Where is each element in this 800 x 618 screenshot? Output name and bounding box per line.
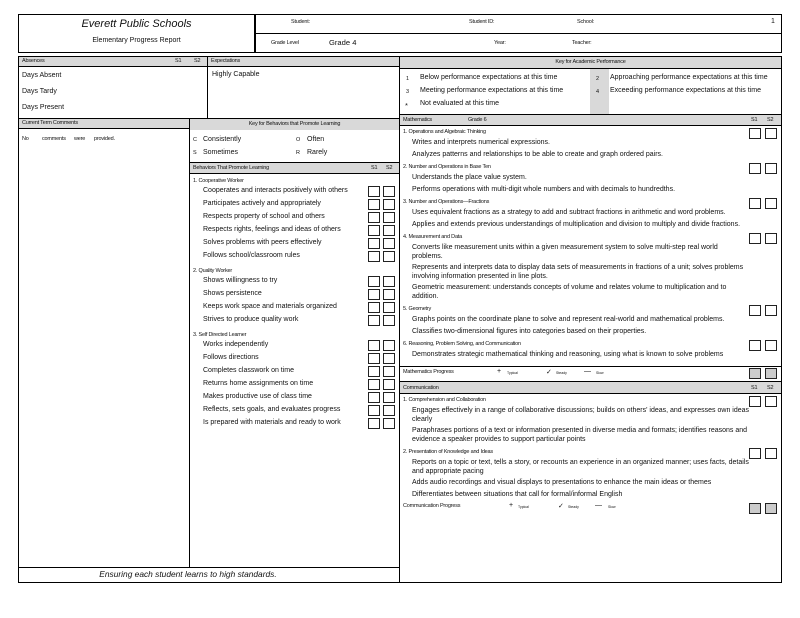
- math-progress-text: Slow: [596, 371, 604, 375]
- behavior-item: Respects property of school and others: [203, 213, 325, 220]
- math-progress-mark: +: [497, 368, 502, 375]
- report-title: Elementary Progress Report: [92, 37, 181, 44]
- comments-word-4: provided.: [94, 136, 115, 142]
- comm-progress-mark: ✓: [558, 503, 564, 510]
- standard-s1-box[interactable]: [749, 198, 761, 209]
- behavior-s1-box[interactable]: [368, 225, 380, 236]
- standard-item: Engages effectively in a range of collaborative discussions; builds on others' ideas, and expresses own ideas clearly: [412, 407, 750, 423]
- behavior-s1-box[interactable]: [368, 418, 380, 429]
- math-progress-s1[interactable]: [749, 368, 761, 379]
- behavior-item: Completes classwork on time: [203, 367, 295, 374]
- standard-item: Applies and extends previous understandings of multiplication and division to multiply and divide fractions.: [412, 220, 741, 228]
- behavior-s1-box[interactable]: [368, 315, 380, 326]
- key-code: R: [296, 150, 300, 156]
- comm-s2: S2: [767, 385, 774, 391]
- standard-group-title: 1. Operations and Algebraic Thinking: [403, 129, 486, 135]
- math-title: Mathematics: [403, 117, 432, 123]
- comm-s1: S1: [751, 385, 758, 391]
- key-academic-code: *: [405, 101, 408, 110]
- standard-item: Reports on a topic or text, tells a story, or recounts an experience in an organized manner; uses facts, details and appropriate pacing: [412, 459, 749, 475]
- key-academic-code: 2: [596, 76, 599, 82]
- standard-group-title: 1. Comprehension and Collaboration: [403, 397, 486, 403]
- behaviors-list: [190, 176, 399, 466]
- days-present-label: Days Present: [22, 104, 65, 111]
- standard-s1-box[interactable]: [749, 340, 761, 351]
- standard-item: Analyzes patterns and relationships to be able to create and graph ordered pairs.: [412, 150, 663, 158]
- standard-item: Adds audio recordings and visual displays to presentations to enhance the main ideas or themes: [412, 479, 712, 486]
- key-academic-text: Exceeding performance expectations at this time: [610, 87, 761, 94]
- behavior-item: Strives to produce quality work: [203, 316, 299, 323]
- capable-header: Expectations: [211, 58, 241, 64]
- behavior-s1-box[interactable]: [368, 186, 380, 197]
- comm-progress-text: Slow: [608, 505, 616, 509]
- key-code: S: [193, 150, 197, 156]
- key-code: O: [296, 137, 301, 143]
- behavior-item: Is prepared with materials and ready to work: [203, 419, 341, 426]
- page-number: 1: [771, 18, 775, 25]
- standard-group-title: 4. Measurement and Data: [403, 234, 462, 240]
- behavior-s1-box[interactable]: [368, 251, 380, 262]
- behavior-group-title: 1. Cooperative Worker: [193, 178, 244, 184]
- behavior-item: Shows willingness to try: [203, 277, 278, 284]
- behavior-s2-box[interactable]: [383, 405, 395, 416]
- behavior-s1-box[interactable]: [368, 212, 380, 223]
- grade-level-label: Grade Level: [271, 40, 299, 46]
- header-school-block: [18, 14, 255, 53]
- standard-group-title: 3. Number and Operations—Fractions: [403, 199, 490, 205]
- behavior-s2-box[interactable]: [383, 186, 395, 197]
- behavior-s2-box[interactable]: [383, 238, 395, 249]
- standard-s2-box[interactable]: [765, 396, 777, 407]
- behavior-item: Solves problems with peers effectively: [203, 239, 322, 246]
- standard-s2-box[interactable]: [765, 128, 777, 139]
- math-progress-text: Steady: [556, 371, 567, 375]
- behaviors-s2: S2: [386, 165, 393, 171]
- behavior-s1-box[interactable]: [368, 340, 380, 351]
- standard-item: Converts like measurement units within a given measurement system to solve multi-step real world problems.: [412, 244, 718, 260]
- comm-progress-mark: +: [509, 502, 514, 509]
- comments-word-3: were: [74, 136, 86, 142]
- comments-word-2: comments: [42, 136, 66, 142]
- standard-item: Geometric measurement: understands concepts of volume and relates volume to multiplication and to addition.: [412, 284, 727, 300]
- comm-progress-mark: —: [595, 502, 602, 509]
- behavior-item: Keeps work space and materials organized: [203, 303, 337, 310]
- student-id-label: Student ID:: [469, 19, 495, 25]
- capable-value: Highly Capable: [212, 71, 260, 78]
- key-academic-text: Not evaluated at this time: [420, 100, 499, 107]
- behavior-group-title: 2. Quality Worker: [193, 268, 232, 274]
- behavior-s2-box[interactable]: [383, 418, 395, 429]
- grade-level-value: Grade 4: [329, 38, 357, 47]
- standard-s2-box[interactable]: [765, 163, 777, 174]
- behavior-s1-box[interactable]: [368, 353, 380, 364]
- behavior-s2-box[interactable]: [383, 340, 395, 351]
- math-s1: S1: [751, 117, 758, 123]
- behavior-s1-box[interactable]: [368, 302, 380, 313]
- communication-list: [400, 396, 782, 500]
- standard-item: Uses equivalent fractions as a strategy to add and subtract fractions in arithmetic and word problems.: [412, 209, 726, 216]
- behavior-s1-box[interactable]: [368, 392, 380, 403]
- key-academic-code: 4: [596, 89, 599, 95]
- standard-group-title: 5. Geometry: [403, 306, 432, 312]
- teacher-label: Teacher:: [572, 40, 592, 46]
- attendance-header: Absences: [22, 58, 45, 64]
- standard-s2-box[interactable]: [765, 340, 777, 351]
- year-label: Year:: [494, 40, 506, 46]
- standard-s1-box[interactable]: [749, 305, 761, 316]
- days-tardy-label: Days Tardy: [22, 88, 57, 95]
- behavior-s2-box[interactable]: [383, 379, 395, 390]
- math-progress-s2[interactable]: [765, 368, 777, 379]
- behavior-s2-box[interactable]: [383, 353, 395, 364]
- behavior-s2-box[interactable]: [383, 276, 395, 287]
- key-text: Consistently: [203, 136, 242, 143]
- standard-item: Writes and interprets numerical expressions.: [412, 139, 550, 146]
- key-academic-code: 3: [406, 89, 409, 95]
- standard-item: Differentiates between situations that call for formal/informal English: [412, 490, 623, 498]
- behavior-item: Cooperates and interacts positively with others: [203, 187, 348, 194]
- attendance-s1: S1: [175, 58, 182, 64]
- behavior-item: Shows persistence: [203, 290, 262, 297]
- behavior-item: Follows directions: [203, 354, 259, 361]
- key-academic-text: Approaching performance expectations at this time: [610, 74, 768, 81]
- standard-s2-box[interactable]: [765, 448, 777, 459]
- math-s2: S2: [767, 117, 774, 123]
- standard-s2-box[interactable]: [765, 233, 777, 244]
- behavior-s2-box[interactable]: [383, 366, 395, 377]
- standard-item: Represents and interprets data to display data sets of measurements in fractions of a unit; solves problems involving information presented in line plots.: [412, 264, 744, 280]
- behavior-s1-box[interactable]: [368, 238, 380, 249]
- key-code: C: [193, 137, 197, 143]
- standard-group-title: 2. Presentation of Knowledge and Ideas: [403, 449, 493, 455]
- behavior-s2-box[interactable]: [383, 392, 395, 403]
- comm-progress-label: Communication Progress: [403, 503, 461, 509]
- comm-progress-text: Steady: [568, 505, 579, 509]
- behavior-s2-box[interactable]: [383, 302, 395, 313]
- standard-group-title: 6. Reasoning, Problem Solving, and Communication: [403, 341, 521, 347]
- behavior-item: Respects rights, feelings and ideas of others: [203, 226, 341, 233]
- header-student-block: [255, 14, 782, 53]
- math-progress-mark: ✓: [546, 369, 552, 376]
- standard-s1-box[interactable]: [749, 128, 761, 139]
- math-progress-label: Mathematics Progress: [403, 369, 454, 375]
- behavior-s1-box[interactable]: [368, 289, 380, 300]
- comm-progress-s2[interactable]: [765, 503, 777, 514]
- behaviors-title: Behaviors That Promote Learning: [193, 165, 269, 171]
- standard-s1-box[interactable]: [749, 448, 761, 459]
- behavior-item: Reflects, sets goals, and evaluates progress: [203, 406, 341, 413]
- behavior-s2-box[interactable]: [383, 251, 395, 262]
- comm-progress-text: Typical: [518, 505, 529, 509]
- key-academic-text: Meeting performance expectations at this time: [420, 87, 564, 94]
- key-academic-code: 1: [406, 76, 409, 82]
- standard-item: Classifies two-dimensional figures into categories based on their properties.: [412, 327, 647, 335]
- standard-item: Paraphrases portions of a text or information presented in diverse media and formats; identifies reasons and evidence a speaker provides to support particular points: [412, 427, 748, 443]
- behavior-s2-box[interactable]: [383, 199, 395, 210]
- student-label: Student:: [291, 19, 310, 25]
- comm-title: Communication: [403, 385, 439, 391]
- standard-group-title: 2. Number and Operations in Base Ten: [403, 164, 491, 170]
- standard-item: Graphs points on the coordinate plane to solve and represent real-world and mathematical problems.: [412, 316, 725, 323]
- footer-motto: Ensuring each student learns to high standards.: [99, 569, 277, 579]
- comments-word-1: No: [22, 136, 29, 142]
- behaviors-s1: S1: [371, 165, 378, 171]
- math-progress-mark: —: [584, 368, 591, 375]
- math-list: [400, 128, 782, 364]
- school-label: School:: [577, 19, 594, 25]
- days-absent-label: Days Absent: [22, 72, 62, 79]
- standard-s1-box[interactable]: [749, 163, 761, 174]
- behavior-item: Makes productive use of class time: [203, 393, 312, 400]
- behavior-item: Follows school/classroom rules: [203, 252, 300, 259]
- math-progress-text: Typical: [507, 371, 518, 375]
- comm-progress-s1[interactable]: [749, 503, 761, 514]
- behavior-s1-box[interactable]: [368, 379, 380, 390]
- behavior-item: Participates actively and appropriately: [203, 200, 321, 207]
- standard-s1-box[interactable]: [749, 396, 761, 407]
- key-academic-title: Key for Academic Performance: [555, 59, 626, 65]
- behavior-s2-box[interactable]: [383, 225, 395, 236]
- standard-s2-box[interactable]: [765, 198, 777, 209]
- standard-item: Performs operations with multi-digit whole numbers and with decimals to hundredths.: [412, 185, 676, 193]
- key-text: Sometimes: [203, 149, 239, 156]
- key-text: Rarely: [307, 149, 328, 156]
- behavior-s1-box[interactable]: [368, 366, 380, 377]
- standard-item: Demonstrates strategic mathematical thinking and reasoning, using what is known to solve problems: [412, 351, 724, 358]
- behavior-item: Works independently: [203, 341, 269, 348]
- behavior-s2-box[interactable]: [383, 315, 395, 326]
- behavior-s2-box[interactable]: [383, 212, 395, 223]
- behavior-s1-box[interactable]: [368, 276, 380, 287]
- comments-title: Current Term Comments: [22, 120, 78, 126]
- attendance-s2: S2: [194, 58, 201, 64]
- standard-s1-box[interactable]: [749, 233, 761, 244]
- behavior-item: Returns home assignments on time: [203, 380, 314, 387]
- behavior-s1-box[interactable]: [368, 405, 380, 416]
- behavior-group-title: 3. Self Directed Learner: [193, 332, 247, 338]
- behavior-s1-box[interactable]: [368, 199, 380, 210]
- key-behaviors-title: Key for Behaviors that Promote Learning: [248, 121, 341, 127]
- key-text: Often: [307, 136, 325, 143]
- school-name: Everett Public Schools: [81, 18, 192, 30]
- standard-item: Understands the place value system.: [412, 174, 527, 181]
- standard-s2-box[interactable]: [765, 305, 777, 316]
- math-grade: Grade 6: [468, 117, 487, 123]
- behavior-s2-box[interactable]: [383, 289, 395, 300]
- key-academic-text: Below performance expectations at this time: [420, 74, 558, 81]
